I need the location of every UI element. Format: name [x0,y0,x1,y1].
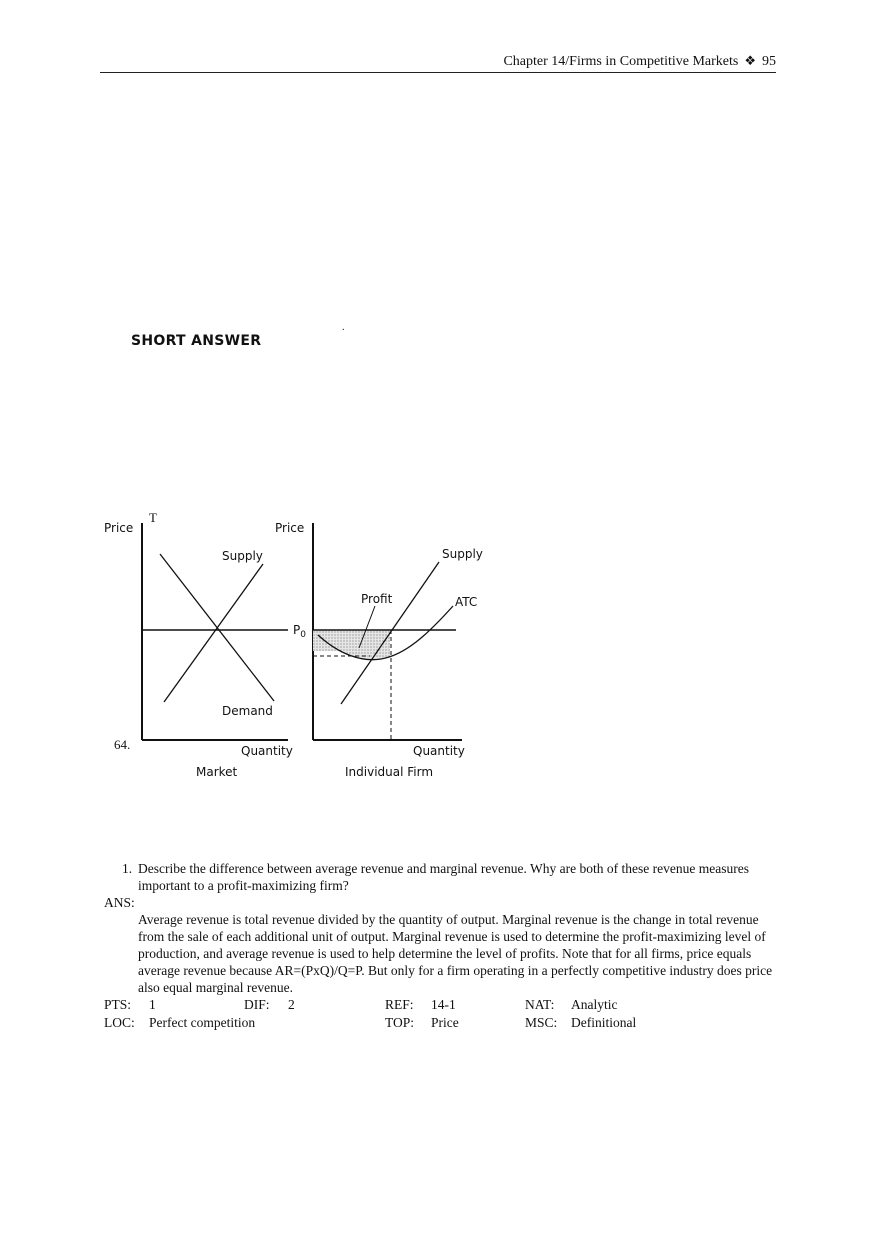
firm-x-axis-label: Quantity [413,744,465,758]
profit-label: Profit [361,592,393,606]
ref-label: REF: [385,997,414,1012]
market-caption: Market [196,765,238,779]
meta-row-1 [104,996,774,1014]
price-subscript: 0 [300,630,306,640]
meta-row-2 [104,1014,774,1032]
question-block [104,860,774,1032]
nat-label: NAT: [525,997,555,1012]
question-1 [104,860,774,894]
ornament-separator: ❖ [744,53,756,68]
nat-value: Analytic [571,997,618,1012]
ref-value: 14-1 [431,997,456,1012]
market-demand-curve [160,554,274,701]
firm-caption: Individual Firm [345,765,434,779]
question-text: Describe the difference between average revenue and marginal revenue. Why are both of these revenue measures important to a profit-maximizing firm? [138,861,749,893]
page-number: 95 [762,54,776,69]
pts-label: PTS: [104,997,132,1012]
supply-demand-figure [100,505,500,790]
market-x-axis-label: Quantity [241,744,293,758]
top-value: Price [431,1015,459,1030]
market-supply-curve [164,564,263,702]
price-p-letter: P [293,623,301,637]
market-y-axis-label: Price [104,521,134,535]
question-number-64: 64. [114,737,131,752]
atc-label: ATC [455,595,478,609]
msc-label: MSC: [525,1015,558,1030]
section-title: SHORT ANSWER [131,333,262,349]
top-label: TOP: [385,1015,415,1030]
firm-supply-label: Supply [442,547,483,561]
page-header [100,52,776,73]
loc-label: LOC: [104,1015,135,1030]
price-p0-label [293,623,306,640]
question-number: 1. [122,861,133,876]
market-demand-label: Demand [222,704,273,718]
dif-label: DIF: [244,997,270,1012]
answer-label: ANS: [104,895,135,910]
stray-mark: . [342,322,345,333]
loc-value: Perfect competition [149,1015,256,1030]
stray-letter: T [149,510,157,525]
market-supply-label: Supply [222,549,263,563]
pts-value: 1 [149,997,156,1012]
profit-area [313,630,390,659]
running-title: Chapter 14/Firms in Competitive Markets [503,54,739,69]
answer-text: Average revenue is total revenue divided by the quantity of output. Marginal revenue is the change in total revenue from the sale of each additional unit of output. Marginal revenue is used to determine the profit-maximizing level of production, and average revenue is used to help determine the level of profits. Note that for all firms, price equals average revenue because AR=(PxQ)/Q=P. But only for a firm operating in a perfectly competitive industry does price also equal marginal revenue. [138,912,773,995]
firm-y-axis-label: Price [275,521,305,535]
dif-value: 2 [288,997,295,1012]
header-text [503,53,776,70]
msc-value: Definitional [571,1015,637,1030]
